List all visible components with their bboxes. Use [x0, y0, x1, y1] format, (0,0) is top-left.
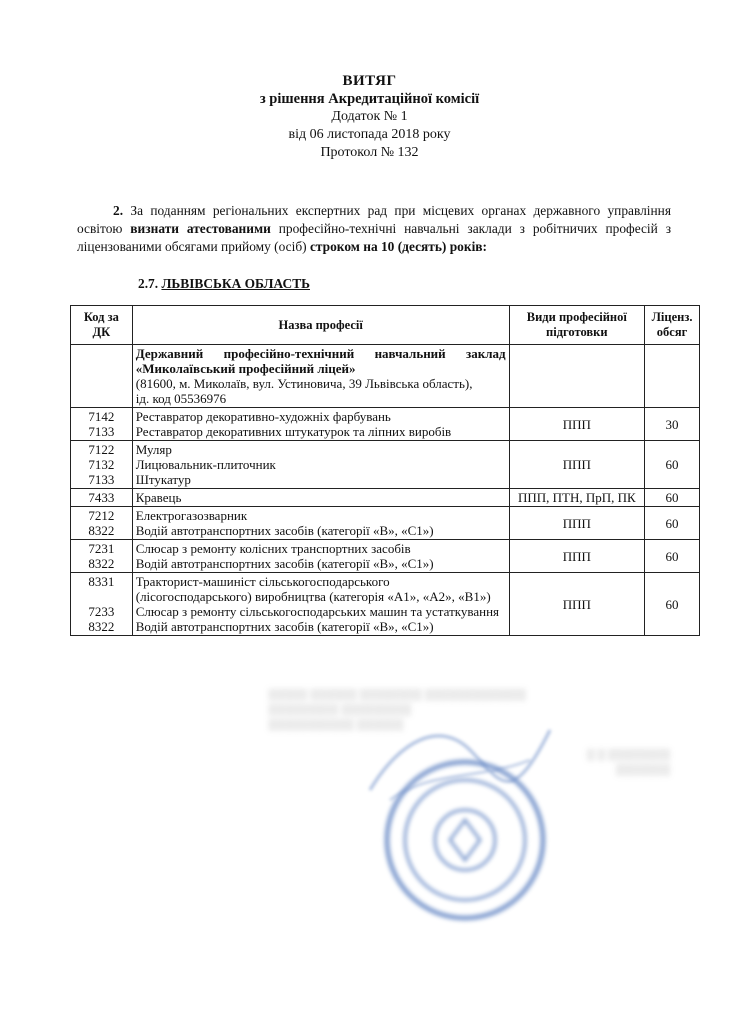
institution-cell: [132, 345, 509, 408]
name-cell: [132, 573, 509, 636]
profession-code: 7231: [88, 541, 115, 556]
profession-name: Слюсар з ремонту сільськогосподарських машин та устаткування: [135, 604, 500, 619]
profession-name: Лицювальник-плиточник: [135, 457, 276, 472]
training-kind: ППП: [509, 441, 644, 489]
training-kind: ППП: [509, 573, 644, 636]
table-row: [71, 408, 700, 441]
training-kind: ППП: [509, 408, 644, 441]
name-cell: [132, 540, 509, 573]
institution-row: [71, 345, 700, 408]
certification-text: ░░░░░ ░░░░░░ ░░░░░░░░ ░░░░░░░░░░░░░ ░░░░░░░░░ ░░░░░░░░░ ░░░░░░░░░░░ ░░░░░░: [268, 689, 526, 731]
paragraph-number: 2.: [113, 203, 124, 218]
profession-code: 7433: [88, 490, 115, 505]
name-cell: [132, 441, 509, 489]
appendix-number: Додаток № 1: [331, 109, 408, 124]
institution-code-cell: [71, 345, 133, 408]
code-cell: [71, 489, 133, 507]
institution-id-code: ід. код 05536976: [135, 391, 227, 406]
region-name: ЛЬВІВСЬКА ОБЛАСТЬ: [161, 276, 310, 291]
signature-date: ░ ░ ░░░░░░░░ ░░░░░░░: [586, 749, 670, 776]
header-name: Назва професії: [132, 306, 509, 345]
licensed-volume: 60: [645, 573, 700, 636]
profession-code: 8331: [88, 574, 115, 589]
training-kind: ППП: [509, 507, 644, 540]
profession-name: Водій автотранспортних засобів (категорії «В», «С1»): [135, 523, 434, 538]
training-kind: ППП: [509, 540, 644, 573]
profession-code: 7212: [88, 508, 115, 523]
document-date: від 06 листопада 2018 року: [288, 127, 451, 142]
paragraph-bold-2: строком на 10 (десять) років:: [309, 239, 487, 254]
region-number: 2.7.: [138, 276, 159, 291]
protocol-number: Протокол № 132: [320, 145, 419, 160]
profession-name: Реставратор декоративних штукатурок та ліпних виробів: [135, 424, 452, 439]
table-row: [71, 489, 700, 507]
profession-name: Штукатур: [135, 472, 191, 487]
document-subtitle: з рішення Акредитаційної комісії: [259, 91, 480, 107]
training-kind: ППП, ПТН, ПрП, ПК: [509, 489, 644, 507]
licensed-volume: 30: [645, 408, 700, 441]
name-cell: [132, 507, 509, 540]
code-cell: [71, 540, 133, 573]
profession-name: Водій автотранспортних засобів (категорії «В», «С1»): [135, 556, 434, 571]
profession-code: 7133: [88, 472, 115, 487]
profession-code: 8322: [88, 556, 115, 571]
licensed-volume: 60: [645, 441, 700, 489]
profession-code: 7132: [88, 457, 115, 472]
region-heading: [138, 276, 310, 292]
table-row: [71, 441, 700, 489]
name-cell: [132, 408, 509, 441]
table-row: [71, 540, 700, 573]
profession-code: 8322: [88, 523, 115, 538]
name-cell: [132, 489, 509, 507]
code-cell: [71, 408, 133, 441]
profession-name: Водій автотранспортних засобів (категорії «В», «С1»): [135, 619, 434, 634]
profession-name: Електрогазозварник: [135, 508, 248, 523]
paragraph-text-2: професійно-технічні навчальні заклади з робітничих професій з ліцензованими обсягами прийому (осіб): [77, 221, 671, 254]
profession-name: Кравець: [135, 490, 182, 505]
profession-name: Муляр: [135, 442, 172, 457]
institution-address: (81600, м. Миколаїв, вул. Устиновича, 39 Львівська область),: [135, 376, 473, 391]
header-kind: Види професійної підготовки: [509, 306, 644, 345]
profession-name: Слюсар з ремонту колісних транспортних засобів: [135, 541, 411, 556]
paragraph-bold-1: визнати атестованими: [130, 221, 271, 236]
decision-paragraph: [77, 202, 671, 256]
document-title: ВИТЯГ: [342, 73, 397, 89]
professions-table: [70, 305, 700, 636]
code-cell: [71, 573, 133, 636]
header-volume: Ліценз. обсяг: [645, 306, 700, 345]
profession-name: Тракторист-машиніст сільськогосподарського: [135, 574, 390, 589]
profession-code: 7133: [88, 424, 115, 439]
institution-name: Державний професійно-технічний навчальний заклад «Миколаївський професійний ліцей»: [135, 346, 506, 376]
table-row: [71, 573, 700, 636]
profession-name: Реставратор декоративно-художніх фарбувань: [135, 409, 391, 424]
institution-volume-cell: [645, 345, 700, 408]
licensed-volume: 60: [645, 507, 700, 540]
code-cell: [71, 441, 133, 489]
profession-code: 7233: [88, 604, 115, 619]
table-header-row: [71, 306, 700, 345]
licensed-volume: 60: [645, 489, 700, 507]
profession-code: 7142: [88, 409, 115, 424]
table-row: [71, 507, 700, 540]
document-header: [0, 72, 739, 162]
profession-code: 8322: [88, 619, 115, 634]
institution-kind-cell: [509, 345, 644, 408]
profession-code: [74, 589, 129, 604]
profession-name: (лісогосподарського) виробництва (категорія «А1», «А2», «В1»): [135, 589, 491, 604]
paragraph-text-1: За поданням регіональних експертних рад при місцевих органах державного управління освітою: [77, 203, 671, 236]
licensed-volume: 60: [645, 540, 700, 573]
code-cell: [71, 507, 133, 540]
official-seal: [380, 755, 550, 925]
header-code: Код за ДК: [71, 306, 133, 345]
profession-code: 7122: [88, 442, 115, 457]
